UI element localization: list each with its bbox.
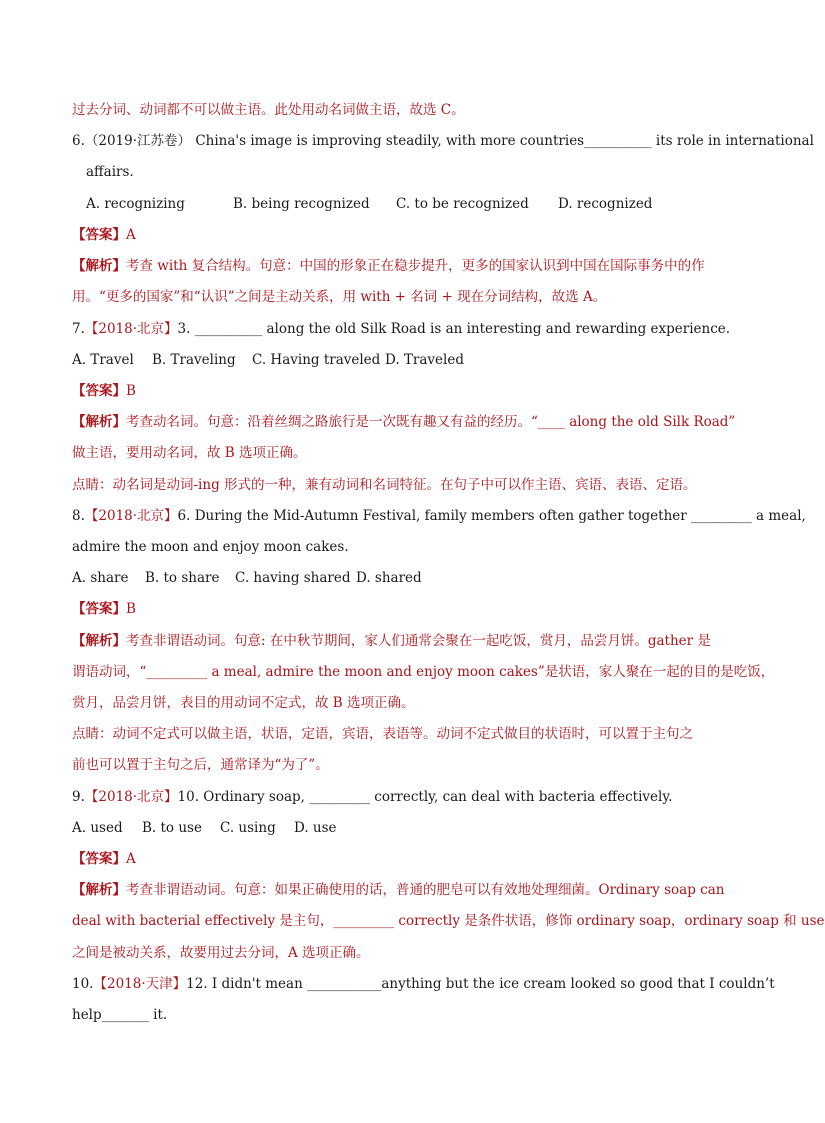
question-10-stem-cont: help_______ it. (72, 1007, 168, 1023)
question-10-stem (72, 974, 775, 994)
question-7-analysis (72, 412, 736, 432)
question-6-text-b: its role in international (651, 133, 814, 149)
answer-label: 【答案】 (72, 227, 126, 243)
analysis-text: 考查 with 复合结构。句意：中国的形象正在稳步提升，更多的国家认识到中国在国际事务中的作 (126, 258, 705, 274)
question-9-options (72, 818, 722, 838)
question-8-source: 【2018·北京】 (84, 508, 178, 524)
question-6-stem (72, 131, 814, 151)
question-10-number: 10. (72, 976, 94, 992)
option-d: D. shared (356, 570, 422, 586)
question-8-stem (72, 506, 806, 526)
option-a: A. share (72, 570, 129, 586)
option-b: B. Traveling (152, 352, 236, 368)
question-8-analysis (72, 631, 722, 651)
question-9-analysis-cont: deal with bacterial effectively 是主句，_________ correctly 是条件状语，修饰 ordinary soap，ordinary soap 和 use (72, 913, 825, 929)
analysis-text: 考查动名词。句意：沿着丝绸之路旅行是一次既有趣又有益的经历。“____ along the old Silk Road” (126, 414, 736, 430)
question-7-stem (72, 319, 731, 339)
answer-label: 【答案】 (72, 601, 126, 617)
answer-label: 【答案】 (72, 383, 126, 399)
option-a: A. recognizing (86, 196, 185, 212)
question-7-answer (72, 381, 722, 401)
option-c: C. Having traveled (252, 352, 381, 368)
question-6-stem-cont: affairs. (86, 164, 134, 180)
answer-value: A (126, 227, 136, 243)
question-10-source: 【2018·天津】 (93, 976, 187, 992)
question-10-text: 12. I didn't mean ___________anything but the ice cream looked so good that I couldn’t (186, 976, 775, 992)
analysis-text: 考查非谓语动词。句意：如果正确使用的话，普通的肥皂可以有效地处理细菌。Ordinary soap can (126, 882, 725, 898)
option-a: A. used (72, 820, 123, 836)
question-7-number: 7. (72, 321, 85, 337)
question-7-source: 【2018·北京】 (84, 321, 178, 337)
answer-value: B (126, 383, 136, 399)
question-7-text: 3. __________ along the old Silk Road is an interesting and rewarding experience. (177, 321, 731, 337)
analysis-text: 考查非谓语动词。句意: 在中秋节期间，家人们通常会聚在一起吃饭，赏月，品尝月饼。gather 是 (126, 633, 711, 649)
question-8-analysis-cont2: 赏月，品尝月饼，表目的用动词不定式，故 B 选项正确。 (72, 695, 415, 711)
option-d: D. use (294, 820, 337, 836)
question-8-stem-cont: admire the moon and enjoy moon cakes. (72, 539, 349, 555)
analysis-label: 【解析】 (72, 414, 126, 430)
question-9-number: 9. (72, 789, 85, 805)
question-9-source: 【2018·北京】 (84, 789, 178, 805)
option-c: C. having shared (235, 570, 351, 586)
question-6-options (86, 194, 722, 214)
option-a: A. Travel (72, 352, 134, 368)
analysis-label: 【解析】 (72, 633, 126, 649)
question-6-analysis-cont: 用。“更多的国家”和“认识”之间是主动关系，用 with + 名词 + 现在分词结构，故选 A。 (72, 289, 607, 305)
option-b: B. to share (145, 570, 220, 586)
question-7-key-point: 点睛：动名词是动词-ing 形式的一种，兼有动词和名词特征。在句子中可以作主语、宾语、表语、定语。 (72, 477, 697, 493)
question-7-options (72, 350, 722, 370)
question-8-options (72, 568, 722, 588)
option-c: C. using (220, 820, 276, 836)
question-6-analysis (72, 256, 722, 276)
question-8-key-point: 点睛：动词不定式可以做主语，状语，定语，宾语，表语等。动词不定式做目的状语时，可以置于主句之 (72, 726, 693, 742)
answer-label: 【答案】 (72, 851, 126, 867)
question-8-analysis-cont: 谓语动词，“_________ a meal, admire the moon and enjoy moon cakes”是状语，家人聚在一起的目的是吃饭， (72, 664, 775, 680)
question-6-answer (72, 225, 722, 245)
analysis-label: 【解析】 (72, 258, 126, 274)
question-9-analysis-cont2: 之间是被动关系，故要用过去分词，A 选项正确。 (72, 945, 370, 961)
option-d: D. recognized (558, 196, 653, 212)
question-9-answer (72, 849, 722, 869)
analysis-label: 【解析】 (72, 882, 126, 898)
option-c: C. to be recognized (396, 196, 529, 212)
question-6-blank: __________ (584, 133, 652, 149)
question-7-analysis-cont: 做主语，要用动名词，故 B 选项正确。 (72, 445, 307, 461)
question-8-key-point-cont: 前也可以置于主句之后，通常译为“为了”。 (72, 757, 329, 773)
option-b: B. being recognized (233, 196, 370, 212)
option-d: D. Traveled (385, 352, 464, 368)
question-6-number: 6.（2019·江苏卷） (72, 133, 192, 149)
explanation-continuation: 过去分词、动词都不可以做主语。此处用动名词做主语，故选 C。 (72, 102, 465, 118)
question-8-text: 6. During the Mid-Autumn Festival, family members often gather together _________ a meal, (177, 508, 806, 524)
question-8-answer (72, 599, 722, 619)
answer-value: B (126, 601, 136, 617)
question-6-text-a: China's image is improving steadily, with more countries (195, 133, 585, 149)
question-8-number: 8. (72, 508, 85, 524)
answer-value: A (126, 851, 136, 867)
question-9-analysis (72, 880, 725, 900)
question-9-stem (72, 787, 722, 807)
question-9-text: 10. Ordinary soap, _________ correctly, can deal with bacteria effectively. (177, 789, 673, 805)
option-b: B. to use (142, 820, 202, 836)
